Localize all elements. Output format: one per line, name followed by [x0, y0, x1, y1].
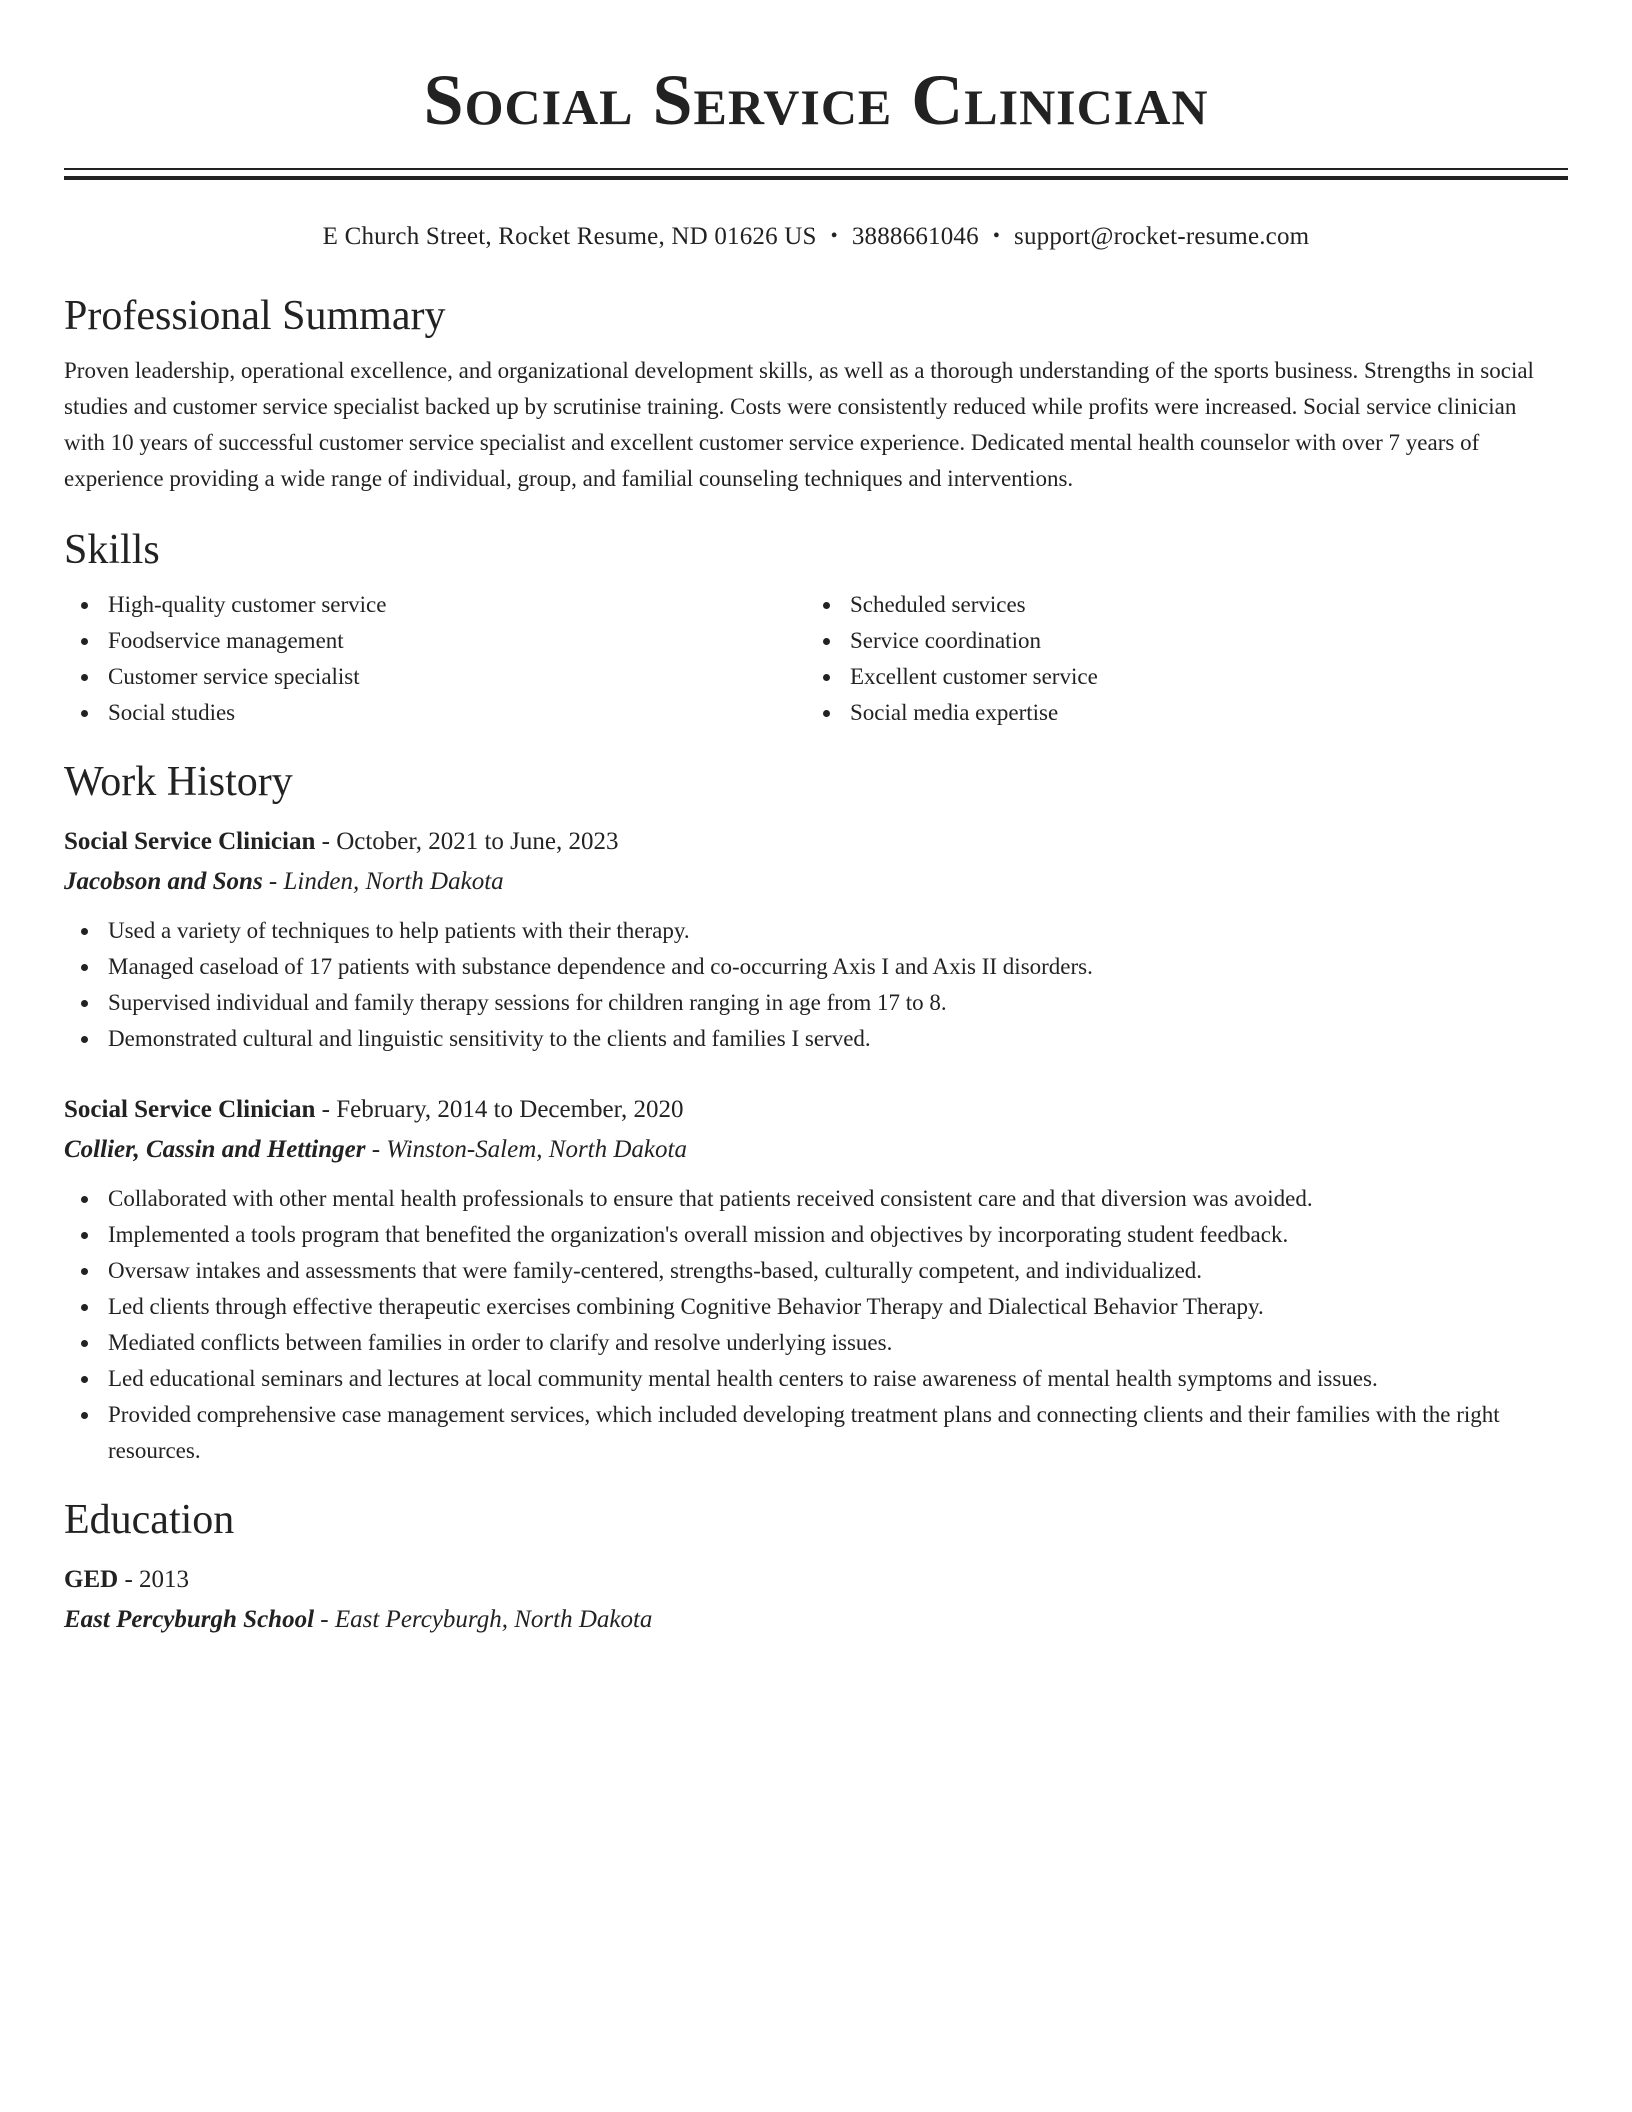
job-bullet: Used a variety of techniques to help patients with their therapy. — [64, 913, 1568, 949]
job-entry — [64, 1091, 1568, 1469]
contact-separator: • — [830, 225, 838, 247]
contact-address: E Church Street, Rocket Resume, ND 01626 US — [322, 223, 817, 250]
job-company-line — [64, 1131, 1568, 1169]
job-company: Collier, Cassin and Hettinger — [64, 1136, 366, 1163]
summary-text: Proven leadership, operational excellence, and organizational development skills, as well as a thorough understanding of the sports business. Strengths in social studies and customer service specialist backed up by scrutinise training. Costs were consistently reduced while profits were increased. Social service clinician with 10 years of successful customer service specialist and excellent customer service experience. Dedicated mental health counselor with over 7 years of experience providing a wide range of individual, group, and familial counseling techniques and interventions. — [64, 358, 1534, 491]
job-title: Social Service Clinician — [64, 828, 316, 855]
summary-heading: Professional Summary — [64, 293, 446, 339]
job-bullet: Demonstrated cultural and linguistic sensitivity to the clients and families I served. — [64, 1021, 1568, 1057]
contact-line — [64, 219, 1568, 254]
job-bullet: Led clients through effective therapeutic exercises combining Cognitive Behavior Therapy and Dialectical Behavior Therapy. — [64, 1289, 1568, 1325]
education-degree-line — [64, 1561, 1568, 1599]
skills-heading: Skills — [64, 527, 160, 573]
header-divider-thin — [64, 168, 1568, 170]
job-bullet: Supervised individual and family therapy sessions for children ranging in age from 17 to 8. — [64, 985, 1568, 1021]
job-company: Jacobson and Sons — [64, 868, 263, 895]
job-dates: - February, 2014 to December, 2020 — [315, 1096, 684, 1123]
skills-list-right — [806, 587, 1548, 731]
education-school: East Percyburgh School — [64, 1606, 315, 1633]
job-bullet: Managed caseload of 17 patients with substance dependence and co-occurring Axis I and Axis II disorders. — [64, 949, 1568, 985]
education-location: - East Percyburgh, North Dakota — [314, 1606, 653, 1633]
job-location: - Linden, North Dakota — [262, 868, 504, 895]
skill-item: Social media expertise — [806, 695, 1548, 731]
contact-phone: 3888661046 — [851, 223, 979, 250]
job-title-line — [64, 1091, 1568, 1129]
education-degree: GED — [64, 1566, 119, 1593]
skills-list-left — [64, 587, 806, 731]
skill-item: Customer service specialist — [64, 659, 806, 695]
skills-columns — [64, 587, 1568, 731]
job-bullet: Provided comprehensive case management services, which included developing treatment plans and connecting clients and their families with the right resources. — [64, 1397, 1568, 1469]
job-bullet: Oversaw intakes and assessments that were family-centered, strengths-based, culturally competent, and individualized. — [64, 1253, 1568, 1289]
job-dates: - October, 2021 to June, 2023 — [315, 828, 619, 855]
contact-email: support@rocket-resume.com — [1014, 223, 1310, 250]
skill-item: Service coordination — [806, 623, 1548, 659]
skill-item: Excellent customer service — [806, 659, 1548, 695]
skill-item: Social studies — [64, 695, 806, 731]
contact-separator: • — [992, 225, 1001, 247]
job-bullets — [64, 1181, 1568, 1469]
education-year: - 2013 — [118, 1566, 190, 1593]
job-bullet: Implemented a tools program that benefited the organization's overall mission and objectives by incorporating student feedback. — [64, 1217, 1568, 1253]
candidate-name: Social Service Clinician — [423, 60, 1209, 140]
education-heading: Education — [64, 1497, 235, 1543]
skill-item: Scheduled services — [806, 587, 1548, 623]
job-bullet: Collaborated with other mental health professionals to ensure that patients received consistent care and that diversion was avoided. — [64, 1181, 1568, 1217]
job-title: Social Service Clinician — [64, 1096, 316, 1123]
education-school-line — [64, 1601, 1568, 1639]
job-location: - Winston-Salem, North Dakota — [365, 1136, 687, 1163]
work-history-heading: Work History — [64, 759, 293, 805]
job-bullet: Mediated conflicts between families in order to clarify and resolve underlying issues. — [64, 1325, 1568, 1361]
job-bullet: Led educational seminars and lectures at local community mental health centers to raise awareness of mental health symptoms and issues. — [64, 1361, 1568, 1397]
skill-item: Foodservice management — [64, 623, 806, 659]
job-entry — [64, 823, 1568, 1057]
skill-item: High-quality customer service — [64, 587, 806, 623]
header-divider-thick — [64, 176, 1568, 180]
job-bullets — [64, 913, 1568, 1057]
job-title-line — [64, 823, 1568, 861]
job-company-line — [64, 863, 1568, 901]
